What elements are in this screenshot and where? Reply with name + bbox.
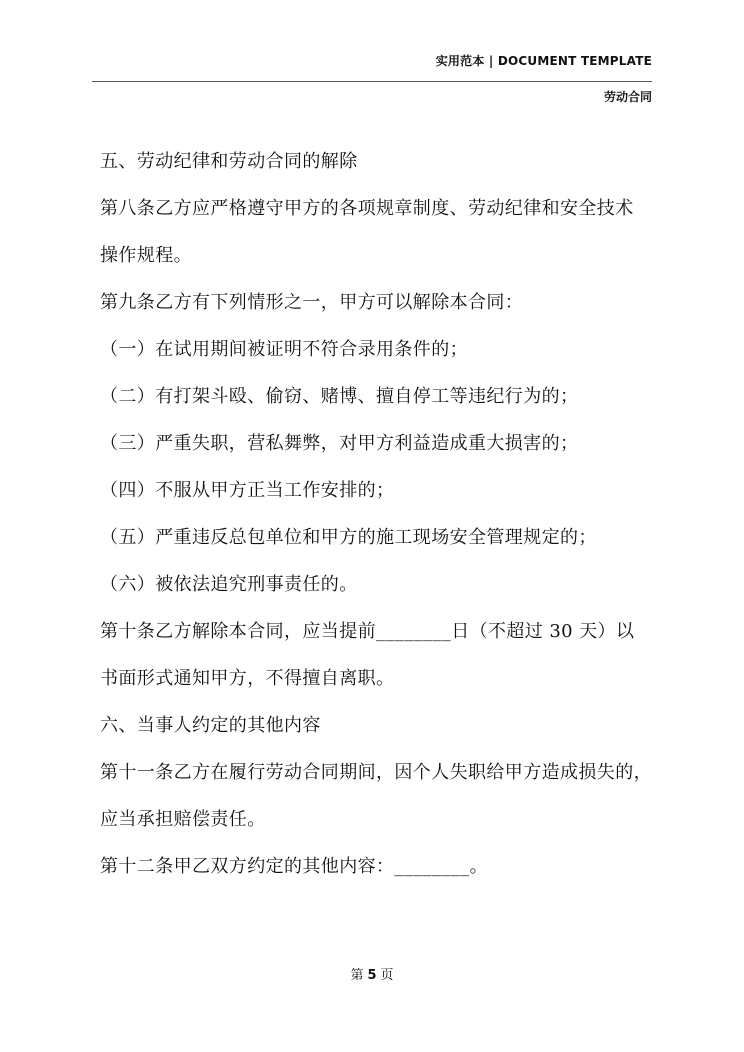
article-twelve: 第十二条甲乙双方约定的其他内容：________。 — [100, 856, 488, 877]
article-nine: 第九条乙方有下列情形之一，甲方可以解除本合同： — [100, 292, 524, 313]
list-item-5: （五）严重违反总包单位和甲方的施工现场安全管理规定的； — [100, 527, 597, 548]
page-prefix: 第 — [350, 968, 364, 983]
list-item-6: （六）被依法追究刑事责任的。 — [100, 574, 358, 595]
list-item-2: （二）有打架斗殴、偷窃、赌博、擅自停工等违纪行为的； — [100, 386, 579, 407]
header-title: 实用范本 | DOCUMENT TEMPLATE — [435, 54, 652, 68]
article-eight-line-1: 第八条乙方应严格遵守甲方的各项规章制度、劳动纪律和安全技术 — [100, 198, 634, 219]
list-item-4: （四）不服从甲方正当工作安排的； — [100, 480, 395, 501]
section-heading-five: 五、劳动纪律和劳动合同的解除 — [100, 151, 358, 172]
section-heading-six: 六、当事人约定的其他内容 — [100, 715, 321, 736]
article-eight-line-2: 操作规程。 — [100, 245, 192, 266]
article-eleven-line-2: 应当承担赔偿责任。 — [100, 809, 266, 830]
page-suffix: 页 — [380, 968, 394, 983]
document-body — [100, 138, 660, 890]
list-item-1: （一）在试用期间被证明不符合录用条件的； — [100, 339, 468, 360]
article-eleven-line-1: 第十一条乙方在履行劳动合同期间，因个人失职给甲方造成损失的， — [100, 762, 652, 783]
header-divider — [92, 81, 652, 82]
page-number: 5 — [367, 968, 377, 983]
list-item-3: （三）严重失职，营私舞弊，对甲方利益造成重大损害的； — [100, 433, 579, 454]
header-subtitle: 劳动合同 — [603, 90, 652, 104]
article-ten-line-1: 第十条乙方解除本合同，应当提前________日（不超过 30 天）以 — [100, 621, 635, 642]
page-footer — [0, 964, 744, 983]
article-ten-line-2: 书面形式通知甲方，不得擅自离职。 — [100, 668, 395, 689]
